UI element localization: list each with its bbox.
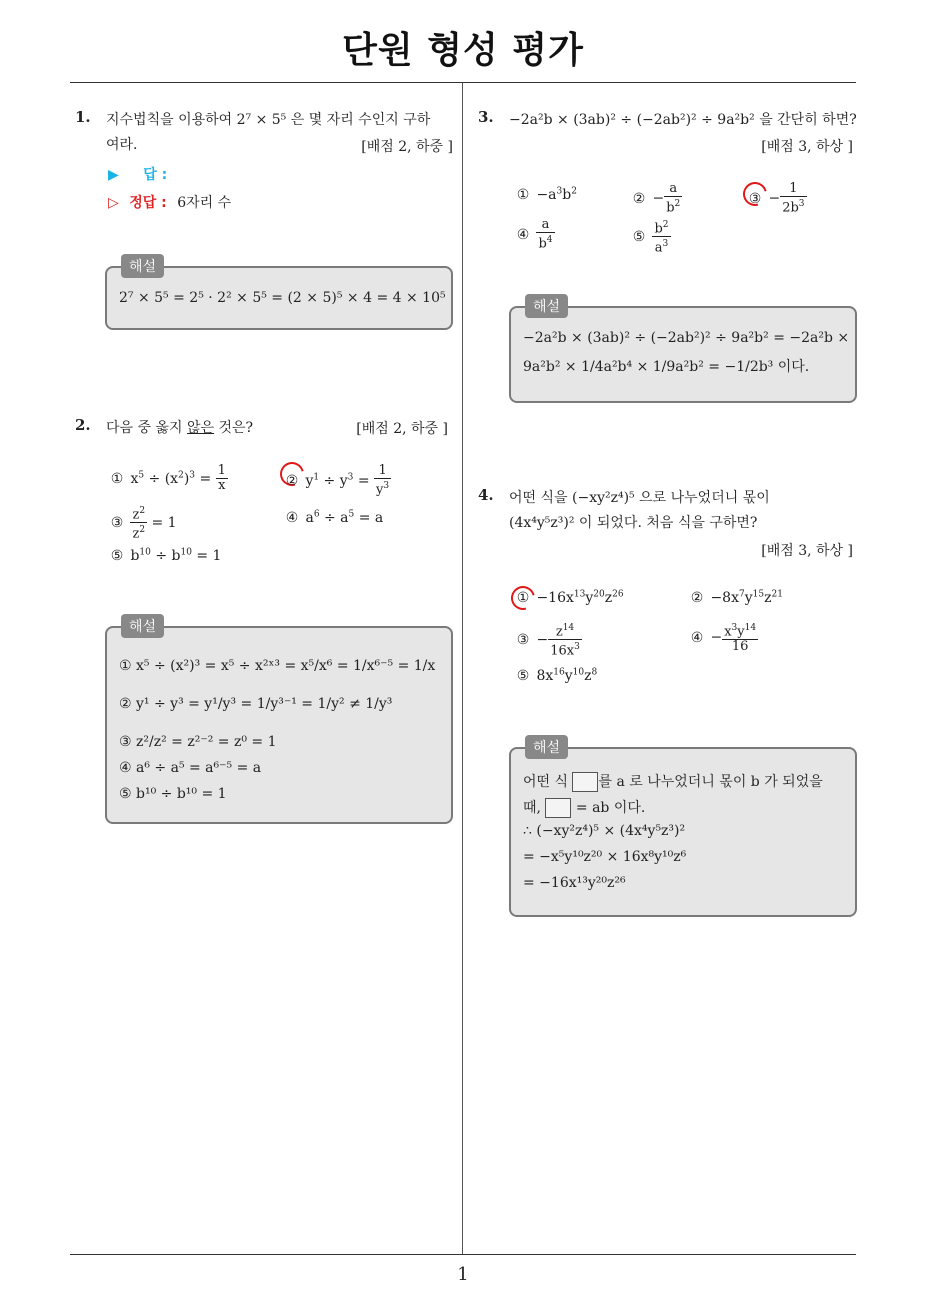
page-title: 단원 형성 평가 [342, 30, 584, 71]
play-outline-icon: ▷ [108, 195, 119, 211]
choice-5[interactable]: ⑤ $b^{10} \div b^{10} = 1$ [108, 547, 221, 564]
question-text-line1: 어떤 식을 (−xy²z⁴)⁵ 으로 나누었더니 몫이 [509, 490, 770, 506]
explanation-box-3 [509, 299, 857, 403]
question-text-suffix: 것은? [214, 420, 254, 436]
explanation-line-2: ② y¹ ÷ y³ = y¹/y³ = 1/y³⁻¹ = 1/y² ≠ 1/y³ [119, 696, 393, 712]
explanation-line-1: ① x⁵ ÷ (x²)³ = x⁵ ÷ x²ˣ³ = x⁵/x⁶ = 1/x⁶⁻⁵ = 1/x [119, 658, 436, 674]
choice-1[interactable]: ① $-16x^{13}y^{20}z^{26}$ [514, 589, 624, 606]
question-meta: [배점 2, 하중 ] [356, 421, 448, 437]
choice-mark: ② [690, 589, 704, 606]
explanation-line-1: 어떤 식 를 a 로 나누었더니 몫이 b 가 되었을 [523, 774, 823, 790]
question-meta: [배점 2, 하중 ] [361, 139, 453, 155]
choice-mark: ⑤ [516, 667, 530, 684]
header-rule [70, 82, 856, 83]
correct-answer-label: 정답 : [129, 195, 167, 211]
question-2 [75, 414, 460, 574]
choice-mark: ② [632, 190, 646, 207]
choice-1[interactable]: ① $-a^3b^2$ [514, 186, 577, 203]
column-divider [462, 83, 463, 1255]
question-4 [478, 484, 858, 694]
question-text-underlined: 않은 [186, 420, 215, 436]
choice-mark: ① [110, 470, 124, 487]
choice-mark: ① [516, 186, 530, 203]
question-text [106, 414, 253, 442]
choice-mark: ① [516, 589, 530, 606]
question-number: 4. [478, 486, 494, 504]
choice-5[interactable]: ⑤ $\frac{b^2}{a^3}$ [630, 218, 671, 256]
correct-answer-value: 6자리 수 [177, 195, 232, 211]
choice-2[interactable]: ② $y^1 \div y^3$ = $\frac{1}{y^3}$ [283, 464, 391, 497]
choice-4[interactable]: ④ $a^6 \div a^5 = a$ [283, 509, 383, 526]
play-filled-icon: ▶ [108, 167, 119, 183]
choice-mark: ⑤ [632, 228, 646, 245]
choice-3[interactable]: ③ − $\frac{z^{14}}{16x^3}$ [514, 621, 582, 659]
choice-3[interactable]: ③ − $\frac{1}{2b^3}$ [746, 182, 807, 215]
choice-3[interactable]: ③ $\frac{z^2}{z^2}$ = 1 [108, 504, 177, 542]
explanation-line: 2⁷ × 5⁵ = 2⁵ · 2² × 5⁵ = (2 × 5)⁵ × 4 = 4 × 10⁵ [119, 290, 446, 306]
choice-mark: ③ [516, 631, 530, 648]
explanation-tag: 해설 [525, 735, 568, 759]
answer-label: 답 : [143, 167, 168, 183]
explanation-line-1: −2a²b × (3ab)² ÷ (−2ab²)² ÷ 9a²b² = −2a²b × [523, 330, 850, 346]
question-text: −2a²b × (3ab)² ÷ (−2ab²)² ÷ 9a²b² 을 간단히 하면? [509, 112, 857, 128]
explanation-tag: 해설 [121, 614, 164, 638]
question-meta: [배점 3, 하상 ] [761, 543, 853, 559]
choice-4[interactable]: ④ $\frac{a}{b^4}$ [514, 218, 555, 251]
explanation-line-2: 때, = ab 이다. [523, 800, 646, 816]
question-3 [478, 106, 858, 266]
explanation-line-5: = −16x¹³y²⁰z²⁶ [523, 875, 626, 891]
explanation-box-2 [105, 619, 453, 824]
explanation-line-5: ⑤ b¹⁰ ÷ b¹⁰ = 1 [119, 786, 227, 802]
choice-mark: ④ [690, 629, 704, 646]
choice-2[interactable]: ② − $\frac{a}{b^2}$ [630, 182, 682, 215]
choice-2[interactable]: ② $-8x^7y^{15}z^{21}$ [688, 589, 783, 606]
choice-5[interactable]: ⑤ $8x^{16}y^{10}z^8$ [514, 667, 597, 684]
blank-box [572, 772, 598, 792]
question-number: 2. [75, 416, 91, 434]
answer-input-row[interactable] [108, 164, 167, 184]
explanation-line-4: ④ a⁶ ÷ a⁵ = a⁶⁻⁵ = a [119, 760, 262, 776]
choice-mark: ③ [110, 514, 124, 531]
choice-mark: ② [285, 472, 299, 489]
explanation-line-2: 9a²b² × 1/4a²b⁴ × 1/9a²b² = −1/2b³ 이다. [523, 359, 810, 375]
choice-4[interactable]: ④ − $\frac{x^3y^{14}}{16}$ [688, 621, 758, 654]
question-text-line2: 여라. [106, 137, 138, 153]
explanation-box-1 [105, 259, 453, 330]
choice-mark: ④ [516, 226, 530, 243]
explanation-line-3: ∴ (−xy²z⁴)⁵ × (4x⁴y⁵z³)² [523, 823, 686, 839]
question-number: 1. [75, 108, 91, 126]
question-meta: [배점 3, 하상 ] [761, 139, 853, 155]
choice-mark: ③ [748, 190, 762, 207]
question-number: 3. [478, 108, 494, 126]
question-text-line1: 지수법칙을 이용하여 2⁷ × 5⁵ 은 몇 자리 수인지 구하 [106, 112, 431, 128]
explanation-tag: 해설 [121, 254, 164, 278]
footer-rule [70, 1254, 856, 1255]
choice-mark: ④ [285, 509, 299, 526]
explanation-line-4: = −x⁵y¹⁰z²⁰ × 16x⁸y¹⁰z⁶ [523, 849, 687, 865]
question-text-prefix: 다음 중 옳지 [106, 420, 187, 436]
explanation-tag: 해설 [525, 294, 568, 318]
question-text-line2: (4x⁴y⁵z³)² 이 되었다. 처음 식을 구하면? [509, 515, 758, 531]
blank-box [545, 798, 571, 818]
explanation-line-3: ③ z²/z² = z²⁻² = z⁰ = 1 [119, 734, 277, 750]
correct-answer-row [108, 192, 231, 212]
explanation-box-4 [509, 740, 857, 917]
choice-mark: ⑤ [110, 547, 124, 564]
page-number: 1 [457, 1264, 469, 1285]
choice-1[interactable]: ① $x^5 \div (x^2)^3$ = $\frac{1}{x}$ [108, 464, 228, 493]
